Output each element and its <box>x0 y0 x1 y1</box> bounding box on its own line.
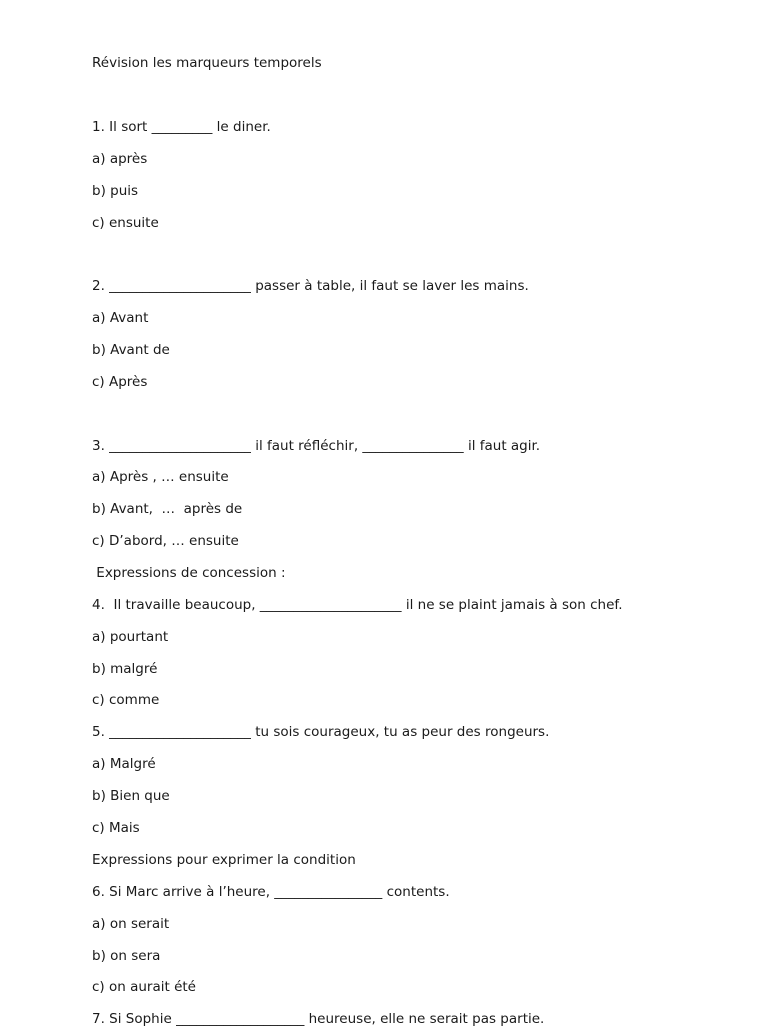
question-5-option-b: b) Bien que <box>92 788 170 804</box>
question-6-option-b: b) on sera <box>92 948 161 964</box>
question-1-option-a: a) après <box>92 151 148 167</box>
question-1-option-c: c) ensuite <box>92 215 159 231</box>
question-1-option-b: b) puis <box>92 183 139 199</box>
question-5-option-a: a) Malgré <box>92 756 156 772</box>
question-3-prompt: 3. _____________________ il faut réfléchir, _______________ il faut agir. <box>92 438 541 454</box>
question-4-option-b: b) malgré <box>92 661 158 677</box>
question-1-prompt: 1. Il sort _________ le diner. <box>92 119 271 135</box>
question-5-prompt: 5. _____________________ tu sois courageux, tu as peur des rongeurs. <box>92 724 550 740</box>
question-4-option-a: a) pourtant <box>92 629 169 645</box>
question-2-option-b: b) Avant de <box>92 342 170 358</box>
question-6-option-a: a) on serait <box>92 916 170 932</box>
document-title: Révision les marqueurs temporels <box>92 55 322 71</box>
question-5-option-c: c) Mais <box>92 820 140 836</box>
question-4-prompt: 4. Il travaille beaucoup, _____________________ il ne se plaint jamais à son chef. <box>92 597 623 613</box>
section-heading-condition: Expressions pour exprimer la condition <box>92 852 356 868</box>
question-3-option-b: b) Avant, … après de <box>92 501 243 517</box>
question-6-option-c: c) on aurait été <box>92 979 196 995</box>
question-2-option-a: a) Avant <box>92 310 149 326</box>
question-3-option-c: c) D’abord, … ensuite <box>92 533 239 549</box>
question-3-option-a: a) Après , … ensuite <box>92 469 229 485</box>
question-2-prompt: 2. _____________________ passer à table, il faut se laver les mains. <box>92 278 529 294</box>
question-4-option-c: c) comme <box>92 692 160 708</box>
section-heading-concession: Expressions de concession : <box>92 565 286 581</box>
question-7-prompt: 7. Si Sophie ___________________ heureuse, elle ne serait pas partie. <box>92 1011 545 1027</box>
question-2-option-c: c) Après <box>92 374 148 390</box>
question-6-prompt: 6. Si Marc arrive à l’heure, ________________ contents. <box>92 884 450 900</box>
